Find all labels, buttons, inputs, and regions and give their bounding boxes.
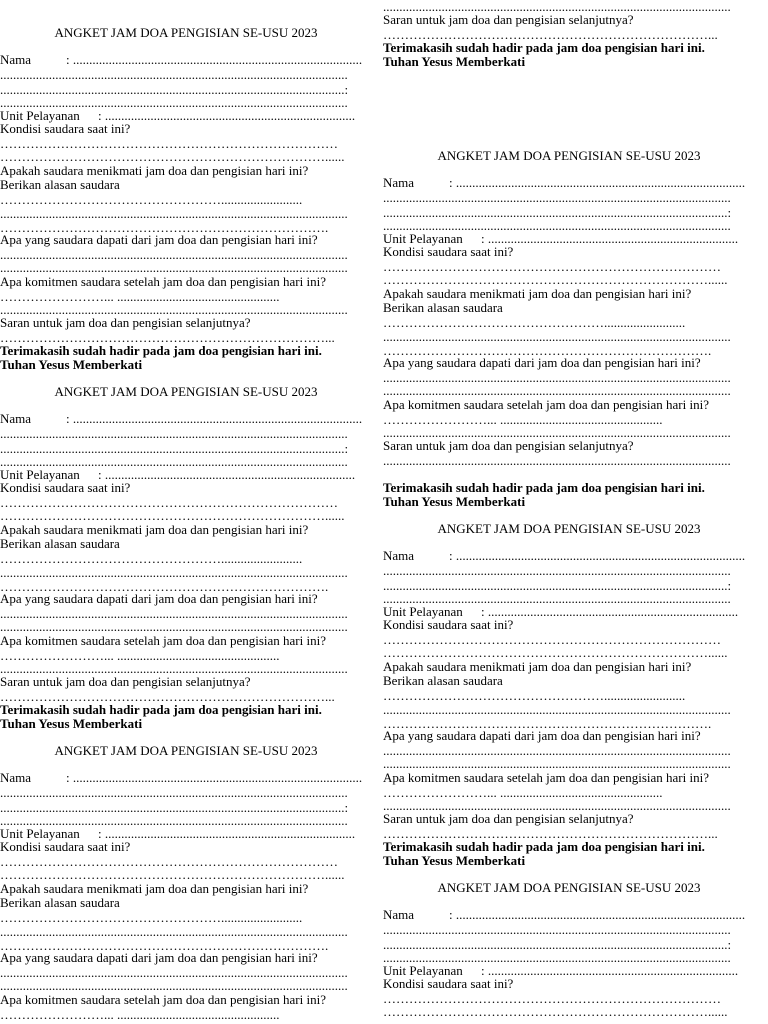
unit-label: Unit Pelayanan [383, 232, 463, 246]
form-title: ANGKET JAM DOA PENGISIAN SE-USU 2023 [437, 522, 701, 536]
unit-row [383, 605, 763, 619]
answer-line[interactable]: ……………………... .................................................. [0, 649, 280, 663]
answer-line[interactable]: ……………………... .................................................. [383, 786, 663, 800]
question-kondisi: Kondisi saudara saat ini? [383, 618, 514, 632]
answer-line[interactable]: ........................................................................................................... [383, 426, 731, 440]
question-saran: Saran untuk jam doa dan pengisian selanjutnya? [383, 439, 634, 453]
nama-label: Nama [383, 549, 415, 563]
thanks-line-2: Tuhan Yesus Memberkati [383, 854, 526, 868]
question-kondisi: Kondisi saudara saat ini? [383, 977, 514, 991]
answer-line[interactable]: ........................................................................................................... [383, 799, 731, 813]
answer-line[interactable]: ........................................................................................................... [383, 330, 731, 344]
question-alasan: Berikan alasan saudara [383, 674, 503, 688]
question-menikmati: Apakah saudara menikmati jam doa dan pengisian hari ini? [0, 164, 309, 178]
unit-label: Unit Pelayanan [0, 827, 80, 841]
nama-label: Nama [383, 176, 415, 190]
nama-label: Nama [0, 412, 32, 426]
answer-line[interactable]: ........................................................................................................... [383, 757, 731, 771]
answer-line[interactable]: ........................................................................................................... [383, 384, 731, 398]
answer-line[interactable]: ..........................................................................................................: [383, 938, 732, 952]
nama-row [383, 549, 763, 563]
answer-line[interactable]: ........................................................................................................... [383, 0, 731, 14]
thanks-line-2: Tuhan Yesus Memberkati [0, 358, 143, 372]
nama-field[interactable]: : ......................................................................................... [449, 176, 746, 190]
nama-field[interactable]: : ......................................................................................... [449, 908, 746, 922]
thanks-line-1: Terimakasih sudah hadir pada jam doa pengisian hari ini. [383, 481, 705, 495]
answer-line[interactable]: …………………………………………………………………. [0, 939, 329, 953]
question-komitmen: Apa komitmen saudara setelah jam doa dan pengisian hari ini? [0, 634, 326, 648]
nama-row [0, 53, 380, 67]
answer-line[interactable]: ........................................................................................................... [0, 68, 348, 82]
unit-row [383, 232, 763, 246]
question-dapati: Apa yang saudara dapati dari jam doa dan pengisian hari ini? [383, 356, 701, 370]
unit-field[interactable]: : ............................................................................. [98, 468, 356, 482]
answer-line[interactable]: …………………………………………………………………… [0, 496, 338, 510]
nama-label: Nama [383, 908, 415, 922]
question-alasan: Berikan alasan saudara [0, 537, 120, 551]
question-kondisi: Kondisi saudara saat ini? [383, 245, 514, 259]
nama-field[interactable]: : ......................................................................................... [66, 771, 363, 785]
answer-line[interactable]: ........................................................................................................... [0, 427, 348, 441]
question-menikmati: Apakah saudara menikmati jam doa dan pengisian hari ini? [383, 660, 692, 674]
thanks-line-1: Terimakasih sudah hadir pada jam doa pengisian hari ini. [0, 703, 322, 717]
question-menikmati: Apakah saudara menikmati jam doa dan pengisian hari ini? [0, 523, 309, 537]
answer-line[interactable]: …………………………………………………………………... [383, 827, 718, 841]
unit-row [383, 964, 763, 978]
nama-label: Nama [0, 771, 32, 785]
answer-line[interactable]: ........................................................................................................... [0, 248, 348, 262]
unit-field[interactable]: : ............................................................................. [481, 605, 739, 619]
thanks-line-1: Terimakasih sudah hadir pada jam doa pengisian hari ini. [0, 344, 322, 358]
answer-line[interactable]: …………………………………………………………………. [383, 344, 712, 358]
answer-line[interactable]: ........................................................................................................... [0, 96, 348, 110]
unit-label: Unit Pelayanan [383, 605, 463, 619]
answer-line[interactable]: …………………………………………………………………... [383, 28, 718, 42]
answer-line[interactable]: ..........................................................................................................: [0, 801, 349, 815]
thanks-line-2: Tuhan Yesus Memberkati [0, 717, 143, 731]
answer-line[interactable]: …………………………………………………………………... [0, 331, 335, 345]
answer-line[interactable]: ..........................................................................................................: [383, 206, 732, 220]
answer-line[interactable]: …………………………………………………………………...... [383, 273, 728, 287]
answer-line[interactable]: ……………………... .................................................. [0, 1008, 280, 1022]
answer-line[interactable]: ........................................................................................................... [383, 454, 731, 468]
answer-line[interactable]: ..........................................................................................................: [383, 579, 732, 593]
answer-line[interactable]: ........................................................................................................... [0, 566, 348, 580]
nama-row [0, 412, 380, 426]
answer-line[interactable]: ........................................................................................................... [0, 455, 348, 469]
question-menikmati: Apakah saudara menikmati jam doa dan pengisian hari ini? [0, 882, 309, 896]
question-komitmen: Apa komitmen saudara setelah jam doa dan pengisian hari ini? [383, 771, 709, 785]
question-dapati: Apa yang saudara dapati dari jam doa dan pengisian hari ini? [0, 951, 318, 965]
answer-line[interactable]: …………………………………………………………………...... [383, 646, 728, 660]
answer-line[interactable]: …………………………………………………………………...... [0, 509, 345, 523]
answer-line[interactable]: ........................................................................................................... [0, 786, 348, 800]
answer-line[interactable]: …………………………………………………………………. [0, 221, 329, 235]
answer-line[interactable]: ........................................................................................................... [383, 219, 731, 233]
unit-row [0, 109, 380, 123]
answer-line[interactable]: ……………………………………………......................... [383, 689, 686, 703]
answer-line[interactable]: …………………………………………………………………...... [383, 1005, 728, 1019]
answer-line[interactable]: ........................................................................................................... [383, 951, 731, 965]
question-komitmen: Apa komitmen saudara setelah jam doa dan pengisian hari ini? [383, 398, 709, 412]
thanks-line-1: Terimakasih sudah hadir pada jam doa pengisian hari ini. [383, 840, 705, 854]
answer-line[interactable]: ……………………... .................................................. [383, 413, 663, 427]
question-kondisi: Kondisi saudara saat ini? [0, 840, 131, 854]
unit-field[interactable]: : ............................................................................. [98, 109, 356, 123]
answer-line[interactable]: ........................................................................................................... [0, 814, 348, 828]
nama-row [0, 771, 380, 785]
form-title: ANGKET JAM DOA PENGISIAN SE-USU 2023 [437, 881, 701, 895]
unit-field[interactable]: : ............................................................................. [481, 964, 739, 978]
answer-line[interactable]: ........................................................................................................... [0, 620, 348, 634]
question-komitmen: Apa komitmen saudara setelah jam doa dan pengisian hari ini? [0, 993, 326, 1007]
question-dapati: Apa yang saudara dapati dari jam doa dan pengisian hari ini? [0, 233, 318, 247]
answer-line[interactable]: ……………………………………………......................... [383, 316, 686, 330]
nama-field[interactable]: : ......................................................................................... [66, 53, 363, 67]
form-title: ANGKET JAM DOA PENGISIAN SE-USU 2023 [54, 385, 318, 399]
nama-label: Nama [0, 53, 32, 67]
answer-line[interactable]: …………………………………………………………………… [0, 137, 338, 151]
question-komitmen: Apa komitmen saudara setelah jam doa dan pengisian hari ini? [0, 275, 326, 289]
question-saran: Saran untuk jam doa dan pengisian selanjutnya? [0, 675, 251, 689]
question-kondisi: Kondisi saudara saat ini? [0, 481, 131, 495]
answer-line[interactable]: ........................................................................................................... [0, 925, 348, 939]
question-alasan: Berikan alasan saudara [383, 301, 503, 315]
question-dapati: Apa yang saudara dapati dari jam doa dan pengisian hari ini? [0, 592, 318, 606]
answer-line[interactable]: ........................................................................................................... [0, 966, 348, 980]
answer-line[interactable]: ........................................................................................................... [0, 979, 348, 993]
answer-line[interactable]: …………………………………………………………………. [0, 580, 329, 594]
nama-row [383, 908, 763, 922]
answer-line[interactable]: …………………………………………………………………...... [0, 150, 345, 164]
answer-line[interactable]: ........................................................................................................... [0, 261, 348, 275]
question-saran: Saran untuk jam doa dan pengisian selanjutnya? [383, 812, 634, 826]
nama-field[interactable]: : ......................................................................................... [449, 549, 746, 563]
question-saran: Saran untuk jam doa dan pengisian selanjutnya? [0, 316, 251, 330]
unit-row [0, 468, 380, 482]
question-alasan: Berikan alasan saudara [0, 896, 120, 910]
answer-line[interactable]: ..........................................................................................................: [0, 442, 349, 456]
answer-line[interactable]: ........................................................................................................... [383, 191, 731, 205]
answer-line[interactable]: ........................................................................................................... [383, 703, 731, 717]
question-dapati: Apa yang saudara dapati dari jam doa dan pengisian hari ini? [383, 729, 701, 743]
unit-row [0, 827, 380, 841]
answer-line[interactable]: ........................................................................................................... [383, 564, 731, 578]
question-saran: Saran untuk jam doa dan pengisian selanjutnya? [383, 13, 634, 27]
answer-line[interactable]: …………………………………………………………………… [383, 992, 721, 1006]
question-kondisi: Kondisi saudara saat ini? [0, 122, 131, 136]
question-alasan: Berikan alasan saudara [0, 178, 120, 192]
form-title: ANGKET JAM DOA PENGISIAN SE-USU 2023 [54, 26, 318, 40]
form-title: ANGKET JAM DOA PENGISIAN SE-USU 2023 [437, 149, 701, 163]
answer-line[interactable]: ........................................................................................................... [383, 744, 731, 758]
unit-label: Unit Pelayanan [0, 109, 80, 123]
answer-line[interactable]: ........................................................................................................... [0, 207, 348, 221]
answer-line[interactable]: ........................................................................................................... [0, 303, 348, 317]
nama-field[interactable]: : ......................................................................................... [66, 412, 363, 426]
answer-line[interactable]: ……………………………………………......................... [0, 552, 303, 566]
unit-label: Unit Pelayanan [0, 468, 80, 482]
answer-line[interactable]: ........................................................................................................... [383, 371, 731, 385]
form-title: ANGKET JAM DOA PENGISIAN SE-USU 2023 [54, 744, 318, 758]
answer-line[interactable]: ……………………………………………......................... [0, 911, 303, 925]
answer-line[interactable]: ........................................................................................................... [383, 923, 731, 937]
thanks-line-2: Tuhan Yesus Memberkati [383, 55, 526, 69]
answer-line[interactable]: ........................................................................................................... [0, 662, 348, 676]
answer-line[interactable]: ……………………………………………......................... [0, 193, 303, 207]
unit-label: Unit Pelayanan [383, 964, 463, 978]
unit-field[interactable]: : ............................................................................. [98, 827, 356, 841]
thanks-line-2: Tuhan Yesus Memberkati [383, 495, 526, 509]
unit-field[interactable]: : ............................................................................. [481, 232, 739, 246]
answer-line[interactable]: ........................................................................................................... [383, 592, 731, 606]
answer-line[interactable]: ……………………... .................................................. [0, 290, 280, 304]
answer-line[interactable]: ..........................................................................................................: [0, 83, 349, 97]
thanks-line-1: Terimakasih sudah hadir pada jam doa pengisian hari ini. [383, 41, 705, 55]
nama-row [383, 176, 763, 190]
question-menikmati: Apakah saudara menikmati jam doa dan pengisian hari ini? [383, 287, 692, 301]
answer-line[interactable]: …………………………………………………………………… [0, 855, 338, 869]
answer-line[interactable]: …………………………………………………………………… [383, 260, 721, 274]
answer-line[interactable]: …………………………………………………………………...... [0, 868, 345, 882]
answer-line[interactable]: …………………………………………………………………. [383, 717, 712, 731]
answer-line[interactable]: …………………………………………………………………... [0, 690, 335, 704]
answer-line[interactable]: ........................................................................................................... [0, 607, 348, 621]
answer-line[interactable]: …………………………………………………………………… [383, 633, 721, 647]
